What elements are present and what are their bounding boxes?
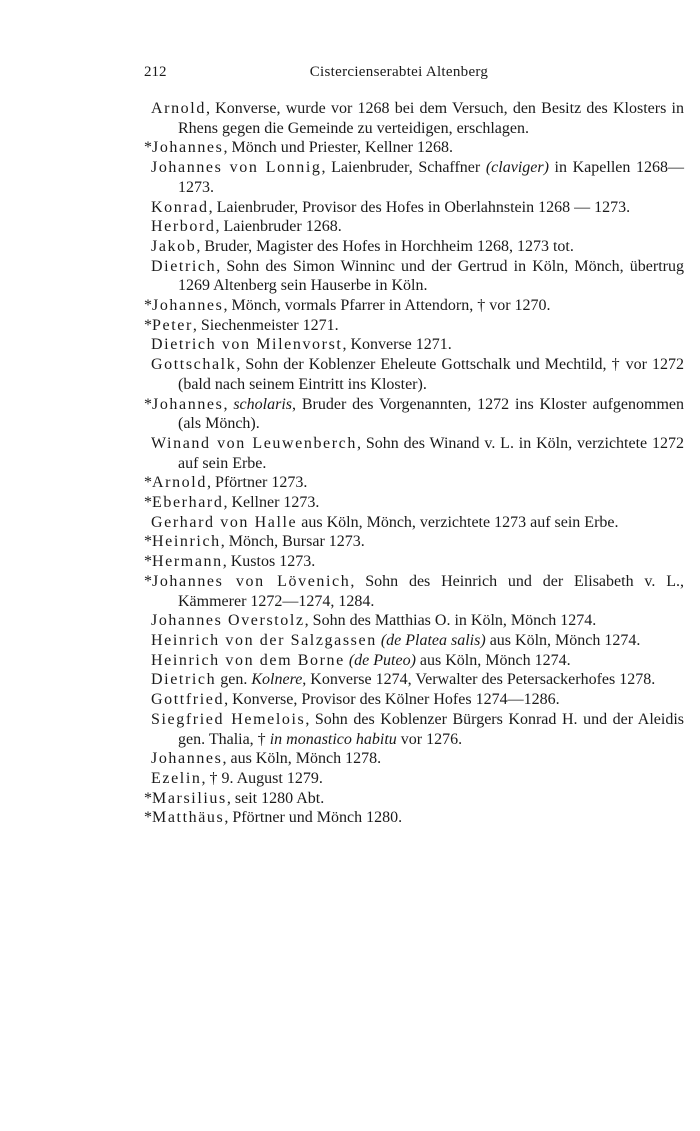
entry-name: Siegfried Hemelois <box>151 710 306 728</box>
entry <box>144 316 684 336</box>
entry <box>144 789 684 809</box>
entry-latin-term: (de Platea salis) <box>380 631 486 649</box>
entry-name: Heinrich von der Salzgassen <box>151 631 377 649</box>
entry-text: aus Köln, Mönch 1274. <box>415 651 571 669</box>
entry-name: Hermann <box>152 553 223 571</box>
entry-text: , <box>223 395 234 413</box>
entry-text: , seit 1280 Abt. <box>226 789 325 807</box>
entry-name: Peter <box>152 316 193 334</box>
page-header <box>144 64 684 88</box>
entry-name: Dietrich von Milenvorst <box>151 336 343 354</box>
entry <box>144 651 684 671</box>
entry-name: Heinrich von dem Borne <box>151 651 345 669</box>
entry-name: Gottfried <box>151 691 225 709</box>
entry <box>144 237 684 257</box>
entry-latin-term: (de Puteo) <box>348 651 416 669</box>
entry-text: aus Köln, Mönch, verzichtete 1273 auf sein Erbe. <box>297 513 619 531</box>
entry <box>144 769 684 789</box>
entry <box>144 690 684 710</box>
entry-text: , † 9. August 1279. <box>201 769 323 787</box>
entry-name: Konrad <box>151 198 209 216</box>
entry-name: Dietrich <box>151 257 217 275</box>
entry <box>144 296 684 316</box>
entry-text: gen. <box>216 671 252 689</box>
entry-text: , Mönch, Bursar 1273. <box>220 533 365 551</box>
entry-text: , Pförtner 1273. <box>206 474 308 492</box>
running-head: Cistercienserabtei Altenberg <box>309 64 489 80</box>
entry-star: * <box>144 809 152 827</box>
entry-text: , Sohn der Koblenzer Eheleute Gottschalk und Mechtild, † vor 1272 (bald nach seinem Eintritt ins Kloster). <box>178 356 684 393</box>
entry <box>144 513 684 533</box>
entry-text: , Bruder, Magister des Hofes in Horchheim 1268, 1273 tot. <box>196 237 574 255</box>
entry-name: Johannes von Lonnig <box>151 159 322 177</box>
entry-name: Johannes von Lövenich <box>152 572 351 590</box>
entry <box>144 257 684 296</box>
entry <box>144 749 684 769</box>
entry-name: Arnold <box>152 474 207 492</box>
entry-text: , Kellner 1273. <box>223 494 320 512</box>
entry-text: , Sohn des Koblenzer Bürgers Konrad H. und der Aleidis gen. Thalia, † <box>178 710 684 748</box>
entry <box>144 99 684 138</box>
entry <box>144 473 684 493</box>
entry-star: * <box>144 789 152 807</box>
entry-name: Johannes <box>152 395 224 413</box>
entry-name: Heinrich <box>152 533 221 551</box>
entry <box>144 493 684 513</box>
entry-text: , Laienbruder 1268. <box>215 218 342 236</box>
entry-name: Gerhard von Halle <box>151 513 298 531</box>
entry <box>144 158 684 197</box>
entry-latin-term: in monastico habitu <box>269 730 397 748</box>
entry-latin-term: (claviger) <box>485 159 549 177</box>
entry-text: , Mönch und Priester, Kellner 1268. <box>223 139 454 157</box>
entry-text: , Konverse 1274, Verwalter des Petersackerhofes 1278. <box>302 671 656 689</box>
entry <box>144 434 684 473</box>
entry-name: Johannes <box>152 139 224 157</box>
entry-name: Dietrich <box>151 671 217 689</box>
entry-star: * <box>144 316 152 334</box>
entry-text: aus Köln, Mönch 1274. <box>485 631 641 649</box>
entry <box>144 198 684 218</box>
entry-name: Marsilius <box>152 789 227 807</box>
entry <box>144 631 684 651</box>
entry-text: , Laienbruder, Provisor des Hofes in Oberlahnstein 1268 — 1273. <box>208 198 631 216</box>
entry-text: , Siechenmeister 1271. <box>192 316 339 334</box>
entry-name: Johannes <box>152 297 224 315</box>
entry-name: Gottschalk <box>151 356 237 374</box>
entry-text: , Mönch, vormals Pfarrer in Attendorn, † vor 1270. <box>223 297 551 315</box>
entry <box>144 217 684 237</box>
entry-latin-term: scholaris <box>233 395 292 413</box>
entry <box>144 395 684 434</box>
entry-text: , Konverse, wurde vor 1268 bei dem Versuch, den Besitz des Klosters in Rhens gegen die Gemeinde zu verteidigen, erschlagen. <box>178 100 684 137</box>
entry-text: , Pförtner und Mönch 1280. <box>224 809 403 827</box>
entry-star: * <box>144 533 152 551</box>
entry-star: * <box>144 395 152 413</box>
entry-name: Herbord <box>151 218 216 236</box>
entry-star: * <box>144 572 152 590</box>
entry <box>144 670 684 690</box>
entry-text: , Konverse, Provisor des Kölner Hofes 1274—1286. <box>224 691 560 709</box>
entry-star: * <box>144 494 152 512</box>
entry-text: , Sohn des Heinrich und der Elisabeth v. L., Kämmerer 1272—1274, 1284. <box>178 572 684 610</box>
entry-name: Matthäus <box>152 809 225 827</box>
entry-text: in Kapellen 1268—1273. <box>178 159 684 196</box>
entry-name: Eberhard <box>152 494 224 512</box>
entry-star: * <box>144 139 152 157</box>
entry <box>144 335 684 355</box>
entry-name: Johannes Overstolz <box>151 612 305 630</box>
entry-text: , Konverse 1271. <box>342 336 452 354</box>
entry-star: * <box>144 474 152 492</box>
entry-text: , Sohn des Matthias O. in Köln, Mönch 1274. <box>304 612 597 630</box>
entry-text: , Sohn des Winand v. L. in Köln, verzichtete 1272 auf sein Erbe. <box>178 434 684 472</box>
entry <box>144 572 684 611</box>
entry-name: Winand von Leuwenberch <box>151 434 357 452</box>
entry-text: , Bruder des Vorgenannten, 1272 ins Kloster aufgenommen (als Mönch). <box>178 395 685 433</box>
entry-name: Johannes <box>151 750 223 768</box>
entry-text: , Sohn des Simon Winninc und der Gertrud in Köln, Mönch, übertrug 1269 Altenberg sein Hauserbe in Köln. <box>178 257 684 295</box>
entry <box>144 552 684 572</box>
entry <box>144 138 684 158</box>
entry <box>144 808 684 828</box>
entry-text: , aus Köln, Mönch 1278. <box>222 750 382 768</box>
entry-star: * <box>144 553 152 571</box>
entry <box>144 710 684 749</box>
page-number: 212 <box>144 64 167 80</box>
entry-list <box>144 99 684 828</box>
entry <box>144 532 684 552</box>
entry-name: Arnold <box>151 100 206 117</box>
entry-name: Jakob <box>151 237 197 255</box>
entry-text: vor 1276. <box>396 730 463 748</box>
entry-latin-term: Kolnere <box>251 671 303 689</box>
entry <box>144 611 684 631</box>
entry <box>144 355 684 394</box>
entry-star: * <box>144 297 152 315</box>
entry-text: , Laienbruder, Schaffner <box>321 159 486 177</box>
entry-name: Ezelin <box>151 769 202 787</box>
entry-text: , Kustos 1273. <box>222 553 316 571</box>
